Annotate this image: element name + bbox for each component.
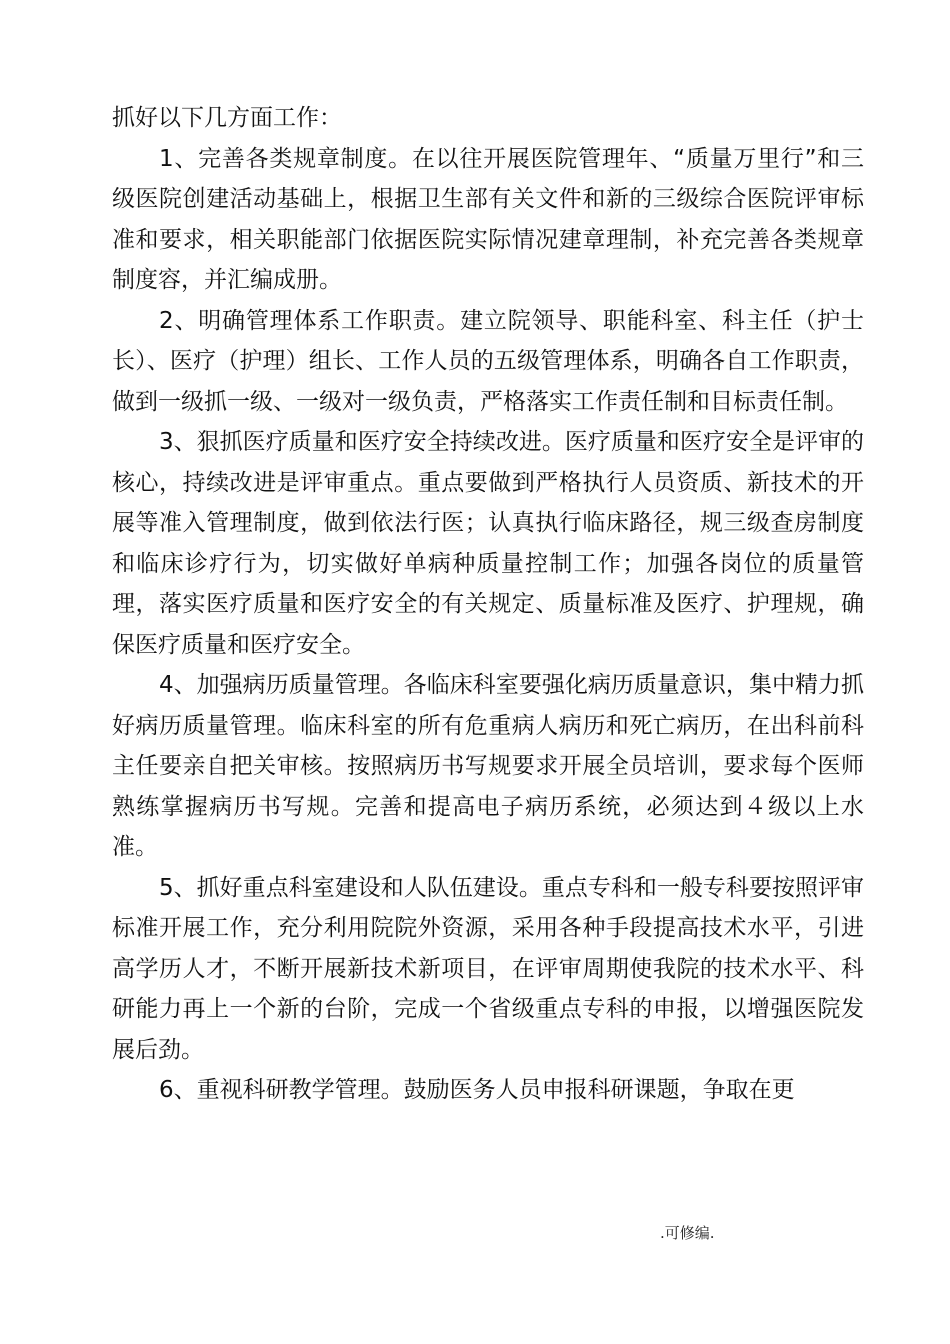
paragraph-item-4: 4、加强病历质量管理。各临床科室要强化病历质量意识，集中精力抓好病历质量管理。临床科室的所有危重病人病历和死亡病历，在出科前科主任要亲自把关审核。按照病历书写规要求开展全员培训，要求每个医师熟练掌握病历书写规。完善和提高电子病历系统，必须达到４级以上水准。 <box>112 672 864 860</box>
paragraph-intro: 抓好以下几方面工作： <box>112 105 342 131</box>
paragraph-item-6: 6、重视科研教学管理。鼓励医务人员申报科研课题，争取在更 <box>159 1077 795 1103</box>
paragraph-item-2: 2、明确管理体系工作职责。建立院领导、职能科室、科主任（护士长）、医疗（护理）组长、工作人员的五级管理体系，明确各自工作职责，做到一级抓一级、一级对一级负责，严格落实工作责任制和目标责任制。 <box>112 307 864 415</box>
page-footer: .可修编. <box>660 1224 715 1242</box>
paragraph-item-5: 5、抓好重点科室建设和人队伍建设。重点专科和一般专科要按照评审标准开展工作，充分利用院院外资源，采用各种手段提高技术水平，引进高学历人才，不断开展新技术新项目，在评审周期使我院的技术水平、科研能力再上一个新的台阶，完成一个省级重点专科的申报，以增强医院发展后劲。 <box>112 874 864 1063</box>
paragraph-item-3: 3、狠抓医疗质量和医疗安全持续改进。医疗质量和医疗安全是评审的核心，持续改进是评审重点。重点要做到严格执行人员资质、新技术的开展等准入管理制度，做到依法行医；认真执行临床路径，规三级查房制度和临床诊疗行为，切实做好单病种质量控制工作；加强各岗位的质量管理，落实医疗质量和医疗安全的有关规定、质量标准及医疗、护理规，确保医疗质量和医疗安全。 <box>112 429 864 658</box>
paragraph-item-1: 1、完善各类规章制度。在以往开展医院管理年、“质量万里行”和三级医院创建活动基础上，根据卫生部有关文件和新的三级综合医院评审标准和要求，相关职能部门依据医院实际情况建章理制，补充完善各类规章制度容，并汇编成册。 <box>112 145 864 293</box>
document-body <box>112 98 864 1111</box>
